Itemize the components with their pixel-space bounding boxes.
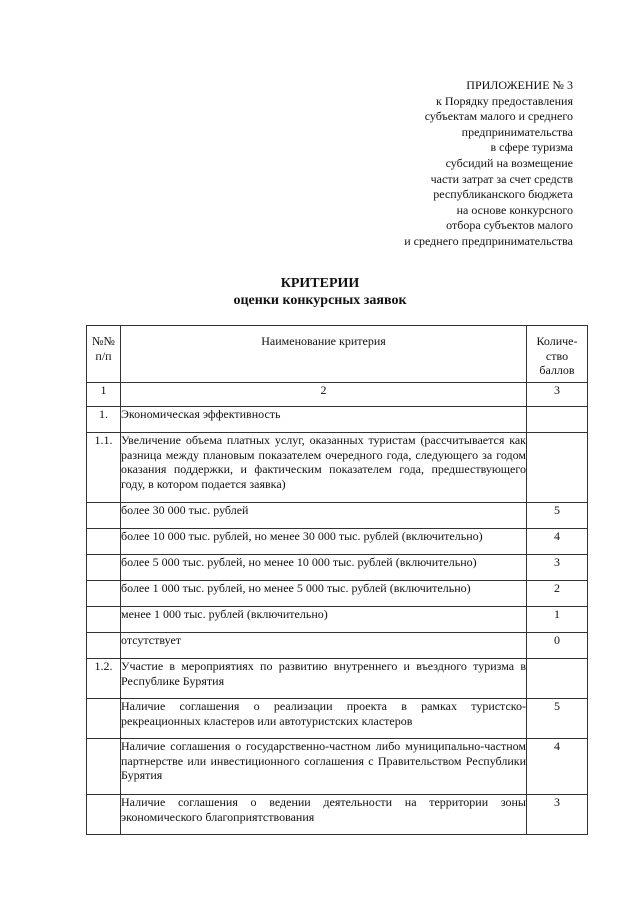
header-score: Количе-ство баллов — [527, 326, 588, 383]
row-score: 4 — [527, 529, 588, 555]
row-num — [87, 739, 121, 795]
index-num: 1 — [87, 383, 121, 407]
index-name: 2 — [121, 383, 527, 407]
row-name: отсутствует — [121, 633, 527, 659]
appendix-line: республиканского бюджета — [433, 187, 573, 202]
index-score: 3 — [527, 383, 588, 407]
row-score: 3 — [527, 795, 588, 835]
appendix-line: к Порядку предоставления — [435, 93, 573, 108]
appendix-line: в сфере туризма — [490, 140, 573, 155]
table-row — [87, 659, 588, 699]
row-score: 5 — [527, 503, 588, 529]
row-num — [87, 633, 121, 659]
row-name: Наличие соглашения о государственно-частном либо муниципально-частном партнерстве или инвестиционного соглашения с Правительством Республики Бурятия — [121, 739, 527, 795]
table-row — [87, 633, 588, 659]
appendix-line: части затрат за счет средств — [430, 171, 573, 186]
criteria-table — [86, 325, 588, 835]
row-score: 4 — [527, 739, 588, 795]
row-name: более 1 000 тыс. рублей, но менее 5 000 тыс. рублей (включительно) — [121, 581, 527, 607]
row-score: 0 — [527, 633, 588, 659]
table-row — [87, 581, 588, 607]
row-name: более 10 000 тыс. рублей, но менее 30 000 тыс. рублей (включительно) — [121, 529, 527, 555]
row-name: Участие в мероприятиях по развитию внутреннего и въездного туризма в Республике Бурятия — [121, 659, 527, 699]
row-name: Увеличение объема платных услуг, оказанных туристам (рассчитывается как разница между плановым показателем очередного года, следующего за годом оказания поддержки, и фактическим показателем года, предшествующего году, в котором подается заявка) — [121, 433, 527, 503]
row-num — [87, 555, 121, 581]
row-num: 1.2. — [87, 659, 121, 699]
table-row — [87, 699, 588, 739]
table-index-row — [87, 383, 588, 407]
row-num: 1. — [87, 407, 121, 433]
row-score: 3 — [527, 555, 588, 581]
appendix-line: ПРИЛОЖЕНИЕ № 3 — [466, 78, 573, 92]
row-score — [527, 407, 588, 433]
table-row — [87, 795, 588, 835]
row-num — [87, 795, 121, 835]
table-row — [87, 739, 588, 795]
table-row — [87, 529, 588, 555]
row-score: 5 — [527, 699, 588, 739]
table-row — [87, 433, 588, 503]
appendix-line: субъектам малого и среднего — [424, 109, 573, 124]
row-name: более 5 000 тыс. рублей, но менее 10 000 тыс. рублей (включительно) — [121, 555, 527, 581]
row-name: Наличие соглашения о реализации проекта в рамках туристско-рекреационных кластеров или автотуристских кластеров — [121, 699, 527, 739]
row-num — [87, 699, 121, 739]
row-score: 1 — [527, 607, 588, 633]
row-num — [87, 607, 121, 633]
row-num — [87, 581, 121, 607]
appendix-line: субсидий на возмещение — [445, 155, 573, 170]
row-num: 1.1. — [87, 433, 121, 503]
table-row — [87, 607, 588, 633]
title: КРИТЕРИИ — [280, 276, 360, 291]
table-row — [87, 555, 588, 581]
row-name: Наличие соглашения о ведении деятельности на территории зоны экономического благоприятствования — [121, 795, 527, 835]
table-row — [87, 503, 588, 529]
appendix-header — [273, 78, 573, 250]
appendix-line: на основе конкурсного — [456, 202, 573, 217]
row-score: 2 — [527, 581, 588, 607]
row-name: более 30 000 тыс. рублей — [121, 503, 527, 529]
subtitle: оценки конкурсных заявок — [233, 293, 407, 308]
table-header-row — [87, 326, 588, 383]
appendix-line: предпринимательства — [461, 124, 573, 139]
header-name: Наименование критерия — [121, 326, 527, 383]
row-name: Экономическая эффективность — [121, 407, 527, 433]
appendix-line: и среднего предпринимательства — [404, 233, 573, 248]
header-num: №№ п/п — [87, 326, 121, 383]
table-row — [87, 407, 588, 433]
row-score — [527, 659, 588, 699]
appendix-line: отбора субъектов малого — [446, 218, 573, 233]
row-num — [87, 503, 121, 529]
row-num — [87, 529, 121, 555]
row-score — [527, 433, 588, 503]
row-name: менее 1 000 тыс. рублей (включительно) — [121, 607, 527, 633]
document-title — [0, 275, 640, 309]
